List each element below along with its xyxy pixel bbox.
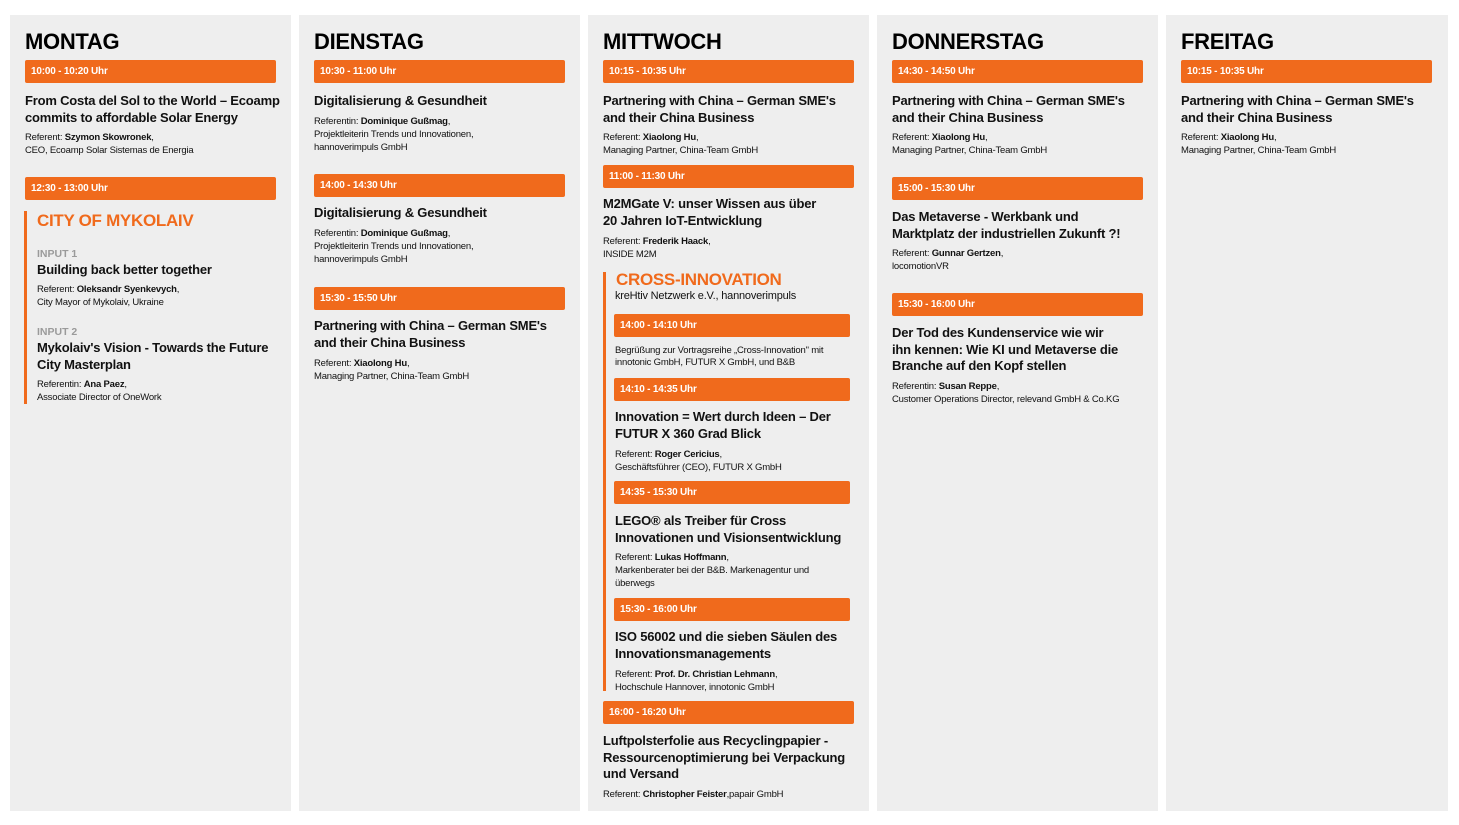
day-heading: MONTAG <box>25 29 120 54</box>
time-badge: 14:35 - 15:30 Uhr <box>614 481 850 504</box>
session-title: Building back better together <box>37 262 212 277</box>
day-heading: DONNERSTAG <box>892 29 1044 54</box>
speaker-info: Referent: Gunnar Gertzen, locomotionVR <box>892 248 1004 272</box>
speaker-info: Referent: Oleksandr Syenkevych, City Mayor of Mykolaiv, Ukraine <box>37 284 180 308</box>
day-column-montag <box>10 15 291 811</box>
session-title: Partnering with China – German SME's and their China Business <box>314 318 547 350</box>
day-column-donnerstag <box>877 15 1158 811</box>
speaker-info: Referent: Roger Cericius, Geschäftsführer (CEO), FUTUR X GmbH <box>615 449 782 473</box>
section-subtitle: kreHtiv Netzwerk e.V., hannoverimpuls <box>615 290 797 302</box>
section-accent-bar <box>603 272 606 691</box>
session-title: Der Tod des Kundenservice wie wir ihn kennen: Wie KI und Metaverse die Branche auf den Kopf stellen <box>892 325 1119 373</box>
time-badge: 14:00 - 14:30 Uhr <box>314 174 565 197</box>
speaker-info: Referentin: Susan Reppe, Customer Operations Director, relevand GmbH & Co.KG <box>892 381 1120 405</box>
day-column-dienstag <box>299 15 580 811</box>
time-badge: 15:30 - 16:00 Uhr <box>614 598 850 621</box>
day-column-freitag <box>1166 15 1448 811</box>
speaker-info: Referent: Lukas Hoffmann, Markenberater bei der B&B. Markenagentur und überwegs <box>615 552 809 589</box>
time-badge: 14:30 - 14:50 Uhr <box>892 60 1143 83</box>
section-title: CITY OF MYKOLAIV <box>37 211 194 230</box>
speaker-info: Referent: Xiaolong Hu, Managing Partner, China-Team GmbH <box>1181 132 1336 156</box>
speaker-info: Referentin: Dominique Gußmag, Projektleiterin Trends und Innovationen, hannoverimpuls GmbH <box>314 228 474 265</box>
speaker-info: Referentin: Ana Paez, Associate Director of OneWork <box>37 379 162 403</box>
session-description: Begrüßung zur Vortragsreihe „Cross-Innovation" mit innotonic GmbH, FUTUR X GmbH, und B&B <box>615 345 824 368</box>
day-heading: MITTWOCH <box>603 29 722 54</box>
time-badge: 15:30 - 15:50 Uhr <box>314 287 565 310</box>
time-badge: 11:00 - 11:30 Uhr <box>603 165 854 188</box>
session-title: M2MGate V: unser Wissen aus über 20 Jahren IoT-Entwicklung <box>603 196 817 228</box>
session-title: Partnering with China – German SME's and their China Business <box>892 93 1125 125</box>
session-title: Luftpolsterfolie aus Recyclingpapier - Ressourcenoptimierung bei Verpackung und Versand <box>603 733 846 781</box>
day-heading: DIENSTAG <box>314 29 424 54</box>
session-title: Partnering with China – German SME's and their China Business <box>1181 93 1414 125</box>
time-badge: 10:15 - 10:35 Uhr <box>603 60 854 83</box>
section-title: CROSS-INNOVATION <box>616 270 782 289</box>
speaker-info: Referent: Frederik Haack, INSIDE M2M <box>603 236 711 260</box>
speaker-info: Referent: Szymon Skowronek, CEO, Ecoamp Solar Sistemas de Energia <box>25 132 194 156</box>
session-title: ISO 56002 und die sieben Säulen des Innovationsmanagements <box>615 629 838 661</box>
speaker-info: Referent: Prof. Dr. Christian Lehmann, Hochschule Hannover, innotonic GmbH <box>615 669 778 693</box>
session-title: Digitalisierung & Gesundheit <box>314 93 487 108</box>
section-accent-bar <box>24 211 27 404</box>
session-title: Digitalisierung & Gesundheit <box>314 205 487 220</box>
time-badge: 10:30 - 11:00 Uhr <box>314 60 565 83</box>
day-heading: FREITAG <box>1181 29 1274 54</box>
day-column-mittwoch <box>588 15 869 811</box>
session-title: From Costa del Sol to the World – Ecoamp commits to affordable Solar Energy <box>25 93 280 125</box>
time-badge: 15:00 - 15:30 Uhr <box>892 177 1143 200</box>
time-badge: 15:30 - 16:00 Uhr <box>892 293 1143 316</box>
session-title: Partnering with China – German SME's and their China Business <box>603 93 836 125</box>
time-badge: 14:10 - 14:35 Uhr <box>614 378 850 401</box>
input-label: INPUT 2 <box>37 326 78 338</box>
session-title: Das Metaverse - Werkbank und Marktplatz der industriellen Zukunft ?! <box>892 209 1121 241</box>
input-label: INPUT 1 <box>37 248 78 260</box>
session-title: Innovation = Wert durch Ideen – Der FUTUR X 360 Grad Blick <box>615 409 831 441</box>
speaker-info: Referentin: Dominique Gußmag, Projektleiterin Trends und Innovationen, hannoverimpuls GmbH <box>314 116 474 153</box>
time-badge: 10:00 - 10:20 Uhr <box>25 60 276 83</box>
time-badge: 12:30 - 13:00 Uhr <box>25 177 276 200</box>
speaker-info: Referent: Christopher Feister,papair GmbH <box>603 789 784 800</box>
session-title: Mykolaiv's Vision - Towards the Future City Masterplan <box>37 340 269 372</box>
speaker-info: Referent: Xiaolong Hu, Managing Partner, China-Team GmbH <box>314 358 469 382</box>
time-badge: 10:15 - 10:35 Uhr <box>1181 60 1432 83</box>
speaker-info: Referent: Xiaolong Hu, Managing Partner, China-Team GmbH <box>603 132 758 156</box>
time-badge: 16:00 - 16:20 Uhr <box>603 701 854 724</box>
session-title: LEGO® als Treiber für Cross Innovationen und Visionsentwicklung <box>615 513 842 545</box>
speaker-info: Referent: Xiaolong Hu, Managing Partner, China-Team GmbH <box>892 132 1047 156</box>
time-badge: 14:00 - 14:10 Uhr <box>614 314 850 337</box>
